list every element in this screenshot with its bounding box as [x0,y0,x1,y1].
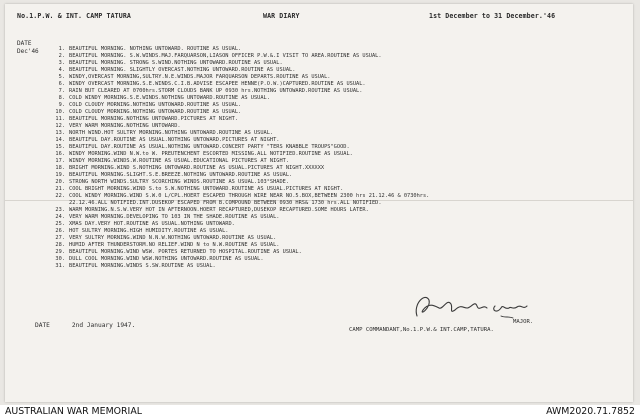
entry-day-number: 12. [55,123,65,129]
period-heading: 1st December to 31 December.'46 [429,12,556,20]
diary-entry [51,88,621,95]
diary-entry [51,165,621,172]
diary-entry [51,200,621,207]
entry-text: COOL WINDY MORNING.WIND S.W.0 L/CPL.HOERT ESCAPED THROUGH WIRE NEAR NO.5.BOX,BETWEEN 2300 hrs 21.12.46 & 0730hrs. [69,193,430,199]
diary-entry [51,214,621,221]
diary-entry [51,151,621,158]
diary-entry [51,130,621,137]
entry-text: BEAUTIFUL MORNING. NOTHING UNTOWARD. ROUTINE AS USUAL. [69,46,242,52]
diary-entry [51,60,621,67]
entry-text: WINDY MORNING.WIND N.W.to W. PREUTENCHENT ESCORTED MISSING.ALL NOTIFIED.ROUTINE AS USUAL. [69,151,353,157]
date-column-label [17,40,39,56]
unit-heading: No.1.P.W. & INT. CAMP TATURA [17,12,131,20]
entry-text: VERY WARM MORNING.NOTHING UNTOWARD. [69,123,181,129]
entry-day-number: 19. [55,172,65,178]
entry-day-number: 27. [55,235,65,241]
diary-entry [51,186,621,193]
entry-text: HOT SULTRY MORNING.HIGH HUMIDITY.ROUTINE AS USUAL. [69,228,229,234]
entry-day-number: 30. [55,256,65,262]
diary-entry [51,46,621,53]
diary-entry [51,95,621,102]
entry-day-number: 22. [55,193,65,199]
diary-entry [51,109,621,116]
entry-day-number: 5. [58,74,65,80]
diary-entry [51,256,621,263]
entry-text: BEAUTIFUL MORNING.NOTHING UNTOWARD.PICTURES AT NIGHT. [69,116,239,122]
diary-title: WAR DIARY [263,12,300,20]
entry-day-number: 24. [55,214,65,220]
signatory-rank: MAJOR. [513,319,534,325]
diary-entry [51,193,621,200]
entry-day-number: 29. [55,249,65,255]
entry-day-number: 11. [55,116,65,122]
entry-day-number: 15. [55,144,65,150]
entry-day-number: 17. [55,158,65,164]
entry-day-number: 8. [58,95,65,101]
date-signed-label: DATE [35,322,50,329]
entry-text: VERY WARM MORNING.DEVELOPING TO 103 IN THE SHADE.ROUTINE AS USUAL. [69,214,280,220]
war-diary-page [5,4,633,402]
entry-text: BEAUTIFUL MORNING.WINDS S.SW.ROUTINE AS USUAL. [69,263,216,269]
entry-day-number: 6. [58,81,65,87]
diary-entry [51,221,621,228]
entry-day-number: 31. [55,263,65,269]
entry-text: BEAUTIFUL MORNING. SLIGHTLY OVERCAST.NOTHING UNTOWARD.ROUTINE AS USUAL. [69,67,296,73]
diary-entry [51,123,621,130]
entry-text: HUMID AFTER THUNDERSTORM.NO RELIEF.WIND N to N.W.ROUTINE AS USUAL. [69,242,280,248]
entry-text: XMAS DAY.VERY HOT.ROUTINE AS USUAL.NOTHING UNTOWARD. [69,221,235,227]
diary-entry [51,179,621,186]
archive-footer [0,405,640,419]
entry-text: BEAUTIFUL MORNING.SLIGHT.S.E.BREEZE.NOTHING UNTOWARD.ROUTINE AS USUAL. [69,172,293,178]
date-label: DATE [17,40,32,47]
entry-text: BEAUTIFUL MORNING. S.W.WINDS.MAJ.FARQUARSON,LIASON OFFICER P.W.&.I VISIT TO AREA.ROUTINE AS USUAL. [69,53,382,59]
entry-text: BEAUTIFUL DAY.ROUTINE AS USUAL.NOTHING UNTOWARD.PICTURES AT NIGHT. [69,137,280,143]
diary-entry [51,172,621,179]
entry-day-number: 28. [55,242,65,248]
diary-entry [51,81,621,88]
entry-text: COLD WINDY MORNING.S.E.WINDS.NOTHING UNTOWARD.ROUTINE AS USUAL. [69,95,270,101]
entry-day-number: 1. [58,46,65,52]
entry-day-number: 9. [58,102,65,108]
entry-day-number: 4. [58,67,65,73]
entry-day-number: 3. [58,60,65,66]
diary-entry [51,137,621,144]
diary-entry [51,249,621,256]
diary-entry [51,74,621,81]
entry-day-number: 26. [55,228,65,234]
date-signed-line [35,322,157,329]
month-label: Dec'46 [17,48,39,55]
entry-day-number: 16. [55,151,65,157]
entry-text: BEAUTIFUL MORNING. STRONG S.WIND.NOTHING UNTOWARD.ROUTINE AS USUAL. [69,60,283,66]
diary-entry [51,228,621,235]
archive-accession-number: AWM2020.71.7852 [546,406,635,417]
diary-entries [51,46,621,270]
diary-entry [51,102,621,109]
archive-name: AUSTRALIAN WAR MEMORIAL [5,406,142,417]
entry-text: BEAUTIFUL DAY.ROUTINE AS USUAL.NOTHING UNTOWARD.CONCERT PARTY "TERS KNABBLE TROUPS"GOOD. [69,144,350,150]
entry-text: COLD CLOUDY MORNING.NOTHING UNTOWARD.ROUTINE AS USUAL. [69,102,242,108]
entry-text: BEAUTIFUL MORNING.WIND WSW. PORTES RETURNED TO HOSPITAL.ROUTINE AS USUAL. [69,249,302,255]
entry-day-number: 10. [55,109,65,115]
entry-text: STRONG NORTH WINDS.SULTRY SCORCHING WINDS.ROUTINE AS USUAL.103°SHADE. [69,179,290,185]
entry-text: DULL COOL MORNING.WIND WSW.NOTHING UNTOWARD.ROUTINE AS USUAL. [69,256,264,262]
entry-day-number: 2. [58,53,65,59]
entry-text: WARM MORNING.N.S.W.VERY HOT IN AFTERNOON.HOERT RECAPTURED,DUSEKOP RECAPTURED.SOME HOURS LATER. [69,207,369,213]
entry-text: RAIN BUT CLEARED AT 0700hrs.STORM CLOUDS BANK UP 0930 hrs.NOTHING UNTOWARD.ROUTINE AS USUAL. [69,88,363,94]
signatory-block: CAMP COMMANDANT,No.1.P.W.& INT.CAMP,TATURA. [349,327,494,333]
entry-day-number: 18. [55,165,65,171]
diary-entry [51,235,621,242]
entry-text: BRIGHT MORNING.WIND S.NOTHING UNTOWARD.ROUTINE AS USUAL.PICTURES AT NIGHT.XXXXXX [69,165,325,171]
entry-text: NORTH WIND.HOT SULTRY MORNING.NOTHING UNTOWARD.ROUTINE AS USUAL. [69,130,274,136]
entry-text: VERY SULTRY MORNING.WIND N.N.W.NOTHING UNTOWARD.ROUTINE AS USUAL. [69,235,277,241]
entry-text: 22.12.46.ALL NOTIFIED.INT.DUSEKOP ESCAPED FROM B.COMPOUND BETWEEN 0930 HRS& 1730 hrs.ALL NOTIFIED. [69,200,382,206]
entry-day-number: 23. [55,207,65,213]
diary-entry [51,67,621,74]
entry-day-number: 7. [58,88,65,94]
diary-entry [51,242,621,249]
entry-day-number: 21. [55,186,65,192]
entry-text: WINDY OVERCAST MORNING.S.E.WINDS.C.I.B.ADVISE ESCAPEE HENNE(P.O.W.)CAPTURED.ROUTINE AS USUAL. [69,81,366,87]
diary-entry [51,207,621,214]
diary-entry [51,158,621,165]
entry-day-number: 13. [55,130,65,136]
entry-day-number: 14. [55,137,65,143]
entry-text: COOL BRIGHT MORNING.WIND S.to S.W.NOTHING UNTOWARD.ROUTINE AS USUAL.PICTURES AT NIGHT. [69,186,344,192]
diary-entry [51,263,621,270]
diary-entry [51,144,621,151]
entry-text: WINDY MORNING.WINDS.W.ROUTINE AS USUAL.EDUCATIONAL PICTURES AT NIGHT. [69,158,290,164]
entry-day-number: 25. [55,221,65,227]
diary-entry [51,53,621,60]
entry-text: COLD CLOUDY MORNING.NOTHING UNTOWARD.ROUTINE AS USUAL. [69,109,242,115]
diary-entry [51,116,621,123]
entry-day-number: 20. [55,179,65,185]
entry-text: WINDY,OVERCAST MORNING,SULTRY.N.E.WINDS.MAJOR FARQUARSON DEPARTS.ROUTINE AS USUAL. [69,74,331,80]
date-signed-value: 2nd January 1947. [71,322,136,329]
